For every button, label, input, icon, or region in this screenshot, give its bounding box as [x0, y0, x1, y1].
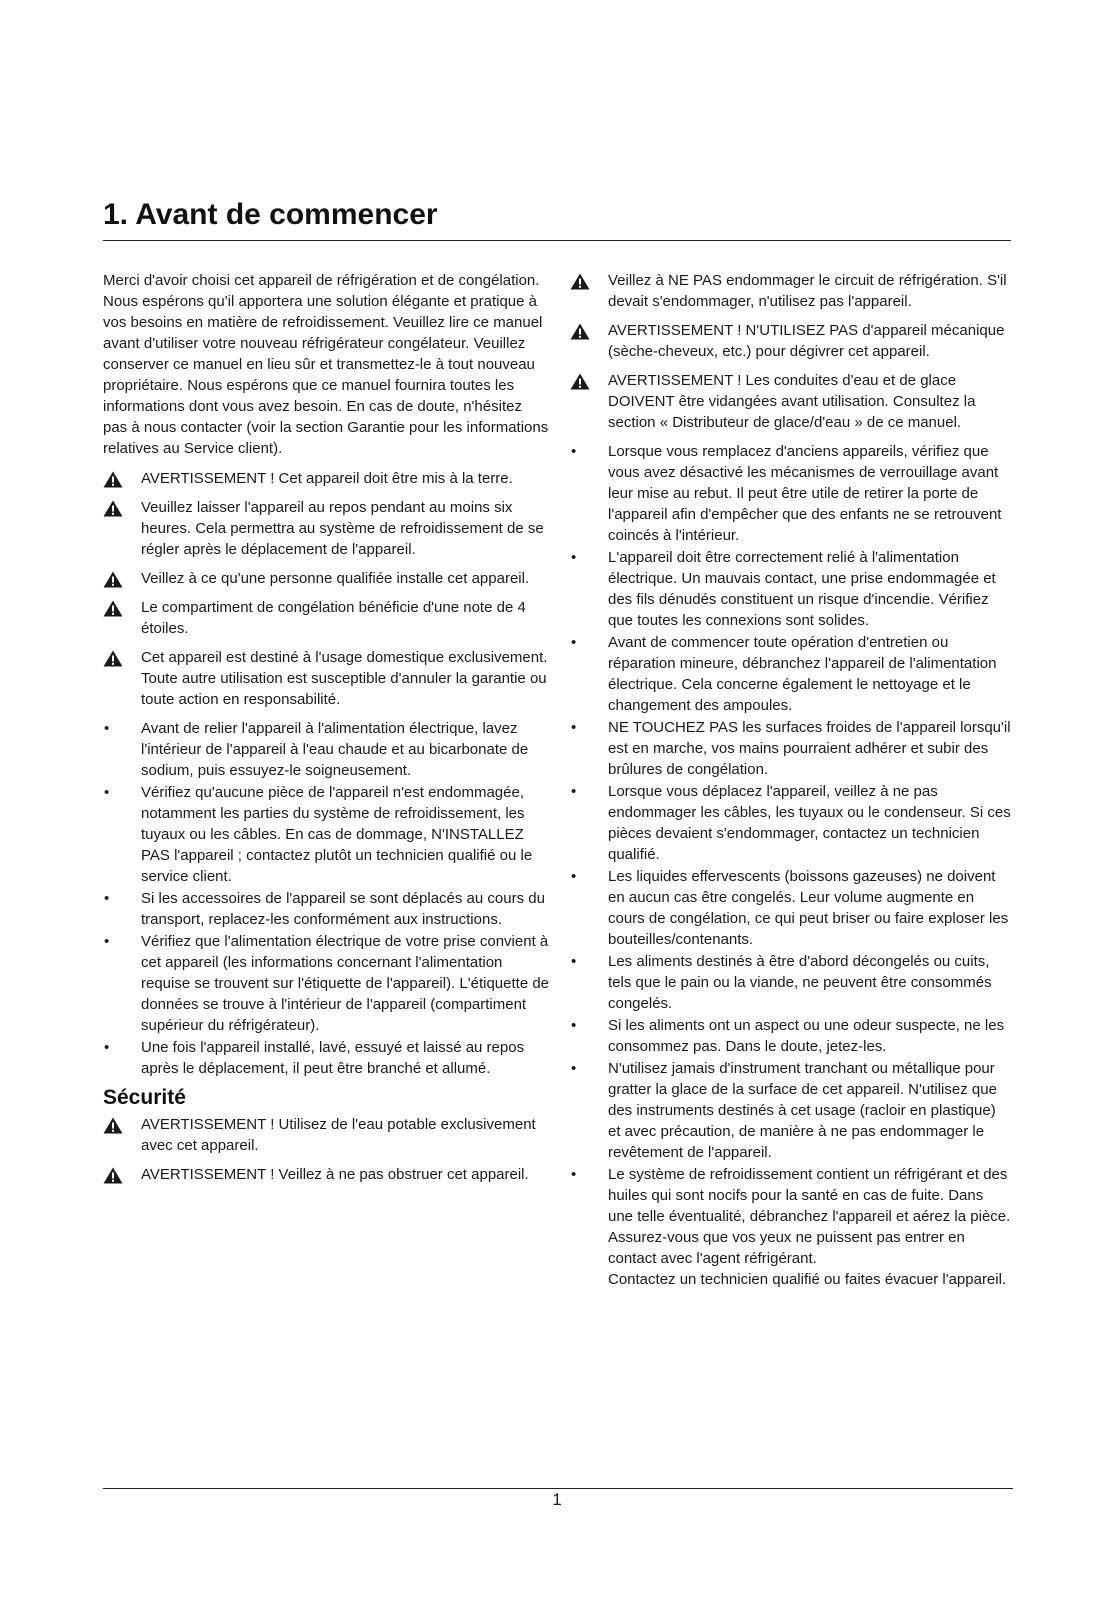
- bullet-icon: •: [571, 1017, 577, 1034]
- item-text: Avant de commencer toute opération d'entretien ou réparation mineure, débranchez l'appareil de l'alimentation électrique. Cela concerne également le nettoyage et le changement des ampoules.: [608, 634, 997, 714]
- bullet-icon: •: [571, 1060, 577, 1077]
- warning-triangle-icon: [103, 597, 125, 618]
- bullet-item: [570, 781, 1011, 865]
- warning-item: [103, 597, 550, 639]
- item-text: Veillez à NE PAS endommager le circuit de réfrigération. S'il devait s'endommager, n'utilisez pas l'appareil.: [608, 272, 1007, 310]
- bullet-icon: •: [571, 868, 577, 885]
- bullet-icon: •: [571, 549, 577, 566]
- item-text: NE TOUCHEZ PAS les surfaces froides de l'appareil lorsqu'il est en marche, vos mains pourraient adhérer et subir des brûlures de congélation.: [608, 719, 1011, 778]
- bullet-item: [570, 717, 1011, 780]
- bullet-item: [570, 632, 1011, 716]
- item-text: AVERTISSEMENT ! Veillez à ne pas obstruer cet appareil.: [141, 1166, 529, 1183]
- item-text: AVERTISSEMENT ! Utilisez de l'eau potable exclusivement avec cet appareil.: [141, 1116, 536, 1154]
- section-heading-securite: Sécurité: [103, 1086, 186, 1109]
- warning-item: [570, 270, 1011, 312]
- left-column: [103, 270, 550, 1193]
- warning-item: [103, 1164, 550, 1185]
- warning-triangle-icon: [103, 647, 125, 668]
- bullet-item: [570, 1164, 1011, 1290]
- left-items-list: [103, 468, 550, 1079]
- footer-divider: [103, 1488, 1013, 1489]
- bullet-item: [103, 718, 550, 781]
- item-text: Le compartiment de congélation bénéficie d'une note de 4 étoiles.: [141, 599, 526, 637]
- page-title: 1. Avant de commencer: [103, 198, 438, 231]
- warning-item: [103, 468, 550, 489]
- item-text: Les aliments destinés à être d'abord décongelés ou cuits, tels que le pain ou la viande, ne peuvent être consommés congelés.: [608, 953, 992, 1012]
- item-text: N'utilisez jamais d'instrument tranchant ou métallique pour gratter la glace de la surface de cet appareil. N'utilisez que des instruments destinés à cet usage (racloir en plastique) et avec précaution, de manière à ne pas endommager le revêtement de l'appareil.: [608, 1060, 997, 1161]
- item-text: Veuillez laisser l'appareil au repos pendant au moins six heures. Cela permettra au système de refroidissement de se régler après le déplacement de l'appareil.: [141, 499, 544, 558]
- right-column: [570, 270, 1011, 1291]
- bullet-icon: •: [104, 890, 110, 907]
- warning-triangle-icon: [103, 1114, 125, 1135]
- bullet-item: [570, 866, 1011, 950]
- security-items-list: [103, 1114, 550, 1185]
- item-text: Les liquides effervescents (boissons gazeuses) ne doivent en aucun cas être congelés. Leur volume augmente en cours de congélation, ce qui peut briser ou faire exploser les bouteilles/contenants.: [608, 868, 1009, 948]
- bullet-item: [103, 1037, 550, 1079]
- warning-triangle-icon: [103, 568, 125, 589]
- item-text: Lorsque vous déplacez l'appareil, veillez à ne pas endommager les câbles, les tuyaux ou le condenseur. Si ces pièces devaient s'endommager, contactez un technicien qualifié.: [608, 783, 1011, 863]
- bullet-icon: •: [104, 720, 110, 737]
- warning-triangle-icon: [103, 468, 125, 489]
- page-number: 1: [552, 1490, 562, 1509]
- warning-item: [103, 1114, 550, 1156]
- warning-triangle-icon: [103, 497, 125, 518]
- bullet-icon: •: [571, 719, 577, 736]
- bullet-item: [103, 782, 550, 887]
- item-text: Vérifiez que l'alimentation électrique de votre prise convient à cet appareil (les informations concernant l'alimentation requise se trouvent sur l'étiquette de l'appareil). L'étiquette de données se trouve à l'intérieur de l'appareil (compartiment supérieur du réfrigérateur).: [141, 933, 550, 1034]
- bullet-item: [103, 931, 550, 1036]
- bullet-item: [103, 888, 550, 930]
- warning-item: [103, 647, 550, 710]
- bullet-icon: •: [571, 634, 577, 651]
- intro-paragraph: Merci d'avoir choisi cet appareil de réfrigération et de congélation. Nous espérons qu'il apportera une solution élégante et pratique à vos besoins en matière de refroidissement. Veuillez lire ce manuel avant d'utiliser votre nouveau réfrigérateur congélateur. Veuillez conserver ce manuel en lieu sûr et transmettez-le à tout nouveau propriétaire. Nous espérons que ce manuel fournira toutes les informations dont vous avez besoin. En cas de doute, n'hésitez pas à nous contacter (voir la section Garantie pour les informations relatives au Service client).: [103, 272, 549, 457]
- bullet-item: [570, 441, 1011, 546]
- title-divider: [103, 240, 1011, 241]
- item-text: L'appareil doit être correctement relié à l'alimentation électrique. Un mauvais contact, une prise endommagée et des fils dénudés constituent un risque d'incendie. Vérifiez que toutes les connexions sont solides.: [608, 549, 996, 629]
- item-text: Vérifiez qu'aucune pièce de l'appareil n'est endommagée, notamment les parties du système de refroidissement, les tuyaux ou les câbles. En cas de dommage, N'INSTALLEZ PAS l'appareil ; contactez plutôt un technicien qualifié ou le service client.: [141, 784, 533, 885]
- item-text: Lorsque vous remplacez d'anciens appareils, vérifiez que vous avez désactivé les mécanismes de verrouillage avant leur mise au rebut. Il peut être utile de retirer la porte de l'appareil afin d'empêcher que des enfants ne se retrouvent coincés à l'intérieur.: [608, 443, 1002, 544]
- item-text: Cet appareil est destiné à l'usage domestique exclusivement. Toute autre utilisation est susceptible d'annuler la garantie ou toute action en responsabilité.: [141, 649, 548, 708]
- bullet-icon: •: [571, 443, 577, 460]
- bullet-icon: •: [571, 783, 577, 800]
- warning-triangle-icon: [570, 370, 592, 391]
- item-text: Si les accessoires de l'appareil se sont déplacés au cours du transport, replacez-les conformément aux instructions.: [141, 890, 545, 928]
- item-text: AVERTISSEMENT ! Les conduites d'eau et de glace DOIVENT être vidangées avant utilisation. Consultez la section « Distributeur de glace/d'eau » de ce manuel.: [608, 372, 976, 431]
- bullet-icon: •: [104, 933, 110, 950]
- item-text: AVERTISSEMENT ! Cet appareil doit être mis à la terre.: [141, 470, 513, 487]
- warning-triangle-icon: [103, 1164, 125, 1185]
- warning-item: [103, 568, 550, 589]
- item-text: Une fois l'appareil installé, lavé, essuyé et laissé au repos après le déplacement, il peut être branché et allumé.: [141, 1039, 525, 1077]
- bullet-item: [570, 1058, 1011, 1163]
- warning-item: [103, 497, 550, 560]
- warning-triangle-icon: [570, 320, 592, 341]
- item-text: Si les aliments ont un aspect ou une odeur suspecte, ne les consommez pas. Dans le doute, jetez-les.: [608, 1017, 1005, 1055]
- right-items-list: [570, 270, 1011, 1290]
- bullet-item: [570, 547, 1011, 631]
- warning-item: [570, 370, 1011, 433]
- item-text: AVERTISSEMENT ! N'UTILISEZ PAS d'appareil mécanique (sèche-cheveux, etc.) pour dégivrer cet appareil.: [608, 322, 1005, 360]
- item-text: Avant de relier l'appareil à l'alimentation électrique, lavez l'intérieur de l'appareil à l'eau chaude et au bicarbonate de sodium, puis essuyez-le soigneusement.: [141, 720, 529, 779]
- item-text: Le système de refroidissement contient un réfrigérant et des huiles qui sont nocifs pour la santé en cas de fuite. Dans une telle éventualité, débranchez l'appareil et aérez la pièce. Assurez-vous que vos yeux ne puissent pas entrer en contact avec l'agent réfrigérant. Contactez un technicien qualifié ou faites évacuer l'appareil.: [608, 1166, 1011, 1288]
- warning-item: [570, 320, 1011, 362]
- bullet-item: [570, 1015, 1011, 1057]
- warning-triangle-icon: [570, 270, 592, 291]
- item-text: Veillez à ce qu'une personne qualifiée installe cet appareil.: [141, 570, 530, 587]
- bullet-item: [570, 951, 1011, 1014]
- bullet-icon: •: [104, 1039, 110, 1056]
- bullet-icon: •: [571, 953, 577, 970]
- bullet-icon: •: [571, 1166, 577, 1183]
- bullet-icon: •: [104, 784, 110, 801]
